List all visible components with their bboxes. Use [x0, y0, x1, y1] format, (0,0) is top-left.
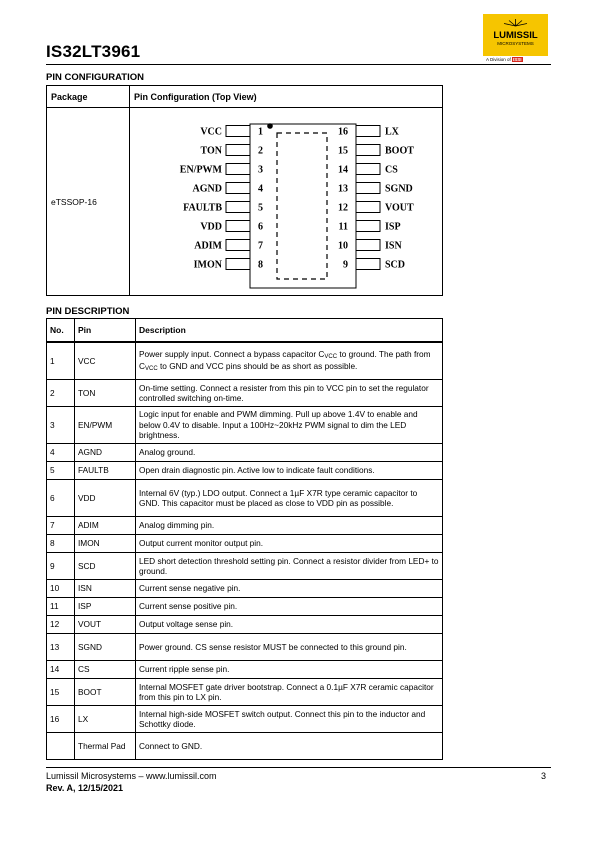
pin-number-cell: 9: [47, 553, 75, 580]
lumissil-logo: [483, 14, 548, 56]
pin-header: Pin: [75, 319, 136, 343]
pin-pad-left: [226, 126, 250, 137]
pin-name-cell: VOUT: [75, 616, 136, 634]
package-name: eTSSOP-16: [47, 108, 130, 296]
right-pin-label: ISN: [385, 240, 402, 252]
right-pin-label: SCD: [385, 259, 406, 271]
pin-name-cell: VCC: [75, 342, 136, 380]
pin-description-cell: Power ground. CS sense resistor MUST be connected to this ground pin.: [136, 634, 443, 661]
pin-description-cell: Current sense positive pin.: [136, 598, 443, 616]
left-pin-number: 4: [258, 183, 263, 195]
pin-number-cell: 14: [47, 661, 75, 679]
pin-description-cell: Internal MOSFET gate driver bootstrap. Connect a 0.1µF X7R ceramic capacitor from this pin to LX pin.: [136, 679, 443, 706]
table-row: [47, 553, 443, 580]
pin-pad-right: [356, 183, 380, 194]
pin-number-cell: 8: [47, 535, 75, 553]
pinout-cell: [130, 108, 443, 296]
pin-name-cell: IMON: [75, 535, 136, 553]
pin-number-cell: 12: [47, 616, 75, 634]
pin-number-cell: 13: [47, 634, 75, 661]
pin-description-cell: LED short detection threshold setting pin. Connect a resistor divider from LED+ to ground.: [136, 553, 443, 580]
left-pin-number: 1: [258, 126, 263, 138]
pin-number-cell: 6: [47, 480, 75, 517]
subscript-text: VCC: [324, 353, 338, 360]
pin-pad-left: [226, 145, 250, 156]
document-title: IS32LT3961: [46, 42, 141, 61]
left-pin-number: 8: [258, 259, 263, 271]
logo-subtext: MICROSYSTEMS: [497, 41, 534, 46]
pin-description-heading: PIN DESCRIPTION: [46, 306, 130, 317]
left-pin-label: FAULTB: [183, 202, 222, 214]
pin-configuration-heading: PIN CONFIGURATION: [46, 72, 144, 83]
pin-pad-right: [356, 164, 380, 175]
left-pin-number: 3: [258, 164, 263, 176]
right-pin-number: 9: [343, 259, 348, 271]
pin-description-cell: Current ripple sense pin.: [136, 661, 443, 679]
pin-pad-right: [356, 240, 380, 251]
left-pin-number: 5: [258, 202, 263, 214]
pin-description-cell: Internal high-side MOSFET switch output. Connect this pin to the inductor and Schottky diode.: [136, 706, 443, 733]
pin-pad-left: [226, 259, 250, 270]
table-row: [47, 661, 443, 679]
left-pin-label: TON: [200, 145, 222, 157]
right-pin-number: 14: [338, 164, 348, 176]
table-row: [47, 679, 443, 706]
pin-description-cell: Output voltage sense pin.: [136, 616, 443, 634]
table-row: [47, 580, 443, 598]
pin-description-cell: [136, 342, 443, 380]
pin-name-cell: FAULTB: [75, 462, 136, 480]
left-pin-label: AGND: [192, 183, 222, 195]
pin-name-cell: ISN: [75, 580, 136, 598]
pin-pad-left: [226, 202, 250, 213]
division-brand: ISSI: [513, 57, 522, 62]
pin-pad-right: [356, 221, 380, 232]
pin-number-cell: 7: [47, 517, 75, 535]
pinout-diagram: [130, 108, 442, 293]
table-row: [47, 480, 443, 517]
right-pin-number: 12: [338, 202, 348, 214]
pin-name-cell: BOOT: [75, 679, 136, 706]
pin-number-cell: 11: [47, 598, 75, 616]
pin-name-cell: CS: [75, 661, 136, 679]
footer-rule: [46, 767, 551, 768]
left-pin-label: ADIM: [194, 240, 222, 252]
table-row: [47, 407, 443, 444]
left-pin-number: 6: [258, 221, 263, 233]
pin-number-cell: [47, 733, 75, 760]
pin-pad-right: [356, 145, 380, 156]
pin-number-cell: 4: [47, 444, 75, 462]
description-text: to ground. The path from C: [139, 348, 431, 371]
config-header: Pin Configuration (Top View): [130, 86, 443, 108]
logo-text: LUMISSIL: [493, 30, 538, 41]
table-row: [47, 380, 443, 407]
pin-pad-right: [356, 259, 380, 270]
no-header: No.: [47, 319, 75, 343]
pin-name-cell: AGND: [75, 444, 136, 462]
pin-number-cell: 1: [47, 342, 75, 380]
pin-number-cell: 2: [47, 380, 75, 407]
pin-number-cell: 10: [47, 580, 75, 598]
pin-pad-left: [226, 221, 250, 232]
division-note: [486, 57, 523, 62]
pin-description-cell: Connect to GND.: [139, 740, 203, 751]
pin-description-cell: Current sense negative pin.: [136, 580, 443, 598]
pin-number-cell: 16: [47, 706, 75, 733]
pin-name-cell: Thermal Pad: [75, 733, 136, 760]
pin-number-cell: 15: [47, 679, 75, 706]
pin-description-cell: Analog ground.: [136, 444, 443, 462]
pin-name-cell: EN/PWM: [75, 407, 136, 444]
right-pin-number: 13: [338, 183, 348, 195]
table-row: [47, 598, 443, 616]
pin-description-table: [46, 318, 443, 760]
table-row: [47, 733, 443, 760]
right-pin-label: LX: [385, 126, 399, 138]
table-row: [47, 517, 443, 535]
table-row: [47, 616, 443, 634]
pin-name-cell: TON: [75, 380, 136, 407]
right-pin-label: BOOT: [385, 145, 414, 157]
pin-description-cell: On-time setting. Connect a resister from this pin to VCC pin to set the regulator controlled switching on-time.: [136, 380, 443, 407]
right-pin-label: SGND: [385, 183, 413, 195]
pin-name-cell: ADIM: [75, 517, 136, 535]
pin-description-cell: Open drain diagnostic pin. Active low to indicate fault conditions.: [136, 462, 443, 480]
package-header: Package: [47, 86, 130, 108]
pin-pad-right: [356, 202, 380, 213]
pin-pad-right: [356, 126, 380, 137]
table-row: [47, 462, 443, 480]
right-pin-label: VOUT: [385, 202, 414, 214]
table-row: [47, 342, 443, 380]
pin-configuration-table: [46, 85, 443, 296]
description-text: Power supply input. Connect a bypass capacitor C: [139, 348, 325, 359]
pin-name-cell: VDD: [75, 480, 136, 517]
pin-number-cell: 3: [47, 407, 75, 444]
thermal-pad-outline: [277, 133, 327, 279]
left-pin-label: VDD: [200, 221, 222, 233]
description-text: to GND and VCC pins should be as short as possible.: [157, 361, 358, 371]
left-pin-label: VCC: [200, 126, 222, 138]
pin-pad-left: [226, 164, 250, 175]
right-pin-number: 11: [338, 221, 348, 233]
footer-revision: Rev. A, 12/15/2021: [46, 783, 124, 793]
table-row: [47, 444, 443, 462]
right-pin-number: 16: [338, 126, 348, 138]
left-pin-label: IMON: [193, 259, 222, 271]
pin-description-cell: Output current monitor output pin.: [136, 535, 443, 553]
footer-company: Lumissil Microsystems – www.lumissil.com: [46, 771, 217, 781]
pin-name-cell: SGND: [75, 634, 136, 661]
table-row: [47, 535, 443, 553]
logo-graphic: [483, 14, 548, 56]
table-header-row: [47, 319, 443, 343]
pin-name-cell: SCD: [75, 553, 136, 580]
division-text: A Division of: [486, 57, 511, 62]
left-pin-number: 2: [258, 145, 263, 157]
page-number: 3: [541, 771, 547, 781]
pin-description-cell: Analog dimming pin.: [136, 517, 443, 535]
table-row: [47, 706, 443, 733]
left-pin-number: 7: [258, 240, 263, 252]
pin-description-cell: Logic input for enable and PWM dimming. Pull up above 1.4V to enable and below 0.4V to disable. Input a 100Hz~20kHz PWM signal to dim the LED brightness.: [136, 407, 443, 444]
subscript-text: VCC: [145, 366, 158, 372]
description-header: Description: [136, 319, 443, 343]
right-pin-label: ISP: [385, 221, 401, 233]
table-row: [47, 634, 443, 661]
header-rule: [46, 64, 551, 65]
right-pin-number: 15: [338, 145, 348, 157]
pin-pad-left: [226, 240, 250, 251]
pin-description-cell: Internal 6V (typ.) LDO output. Connect a 1µF X7R type ceramic capacitor to GND. This capacitor must be placed as close to VDD pin as possible.: [136, 480, 443, 517]
pin-name-cell: ISP: [75, 598, 136, 616]
left-pin-label: EN/PWM: [179, 164, 222, 176]
pin1-marker: [267, 123, 273, 129]
right-pin-number: 10: [338, 240, 348, 252]
pin-pad-left: [226, 183, 250, 194]
pin-name-cell: LX: [75, 706, 136, 733]
pin-number-cell: 5: [47, 462, 75, 480]
right-pin-label: CS: [385, 164, 398, 176]
